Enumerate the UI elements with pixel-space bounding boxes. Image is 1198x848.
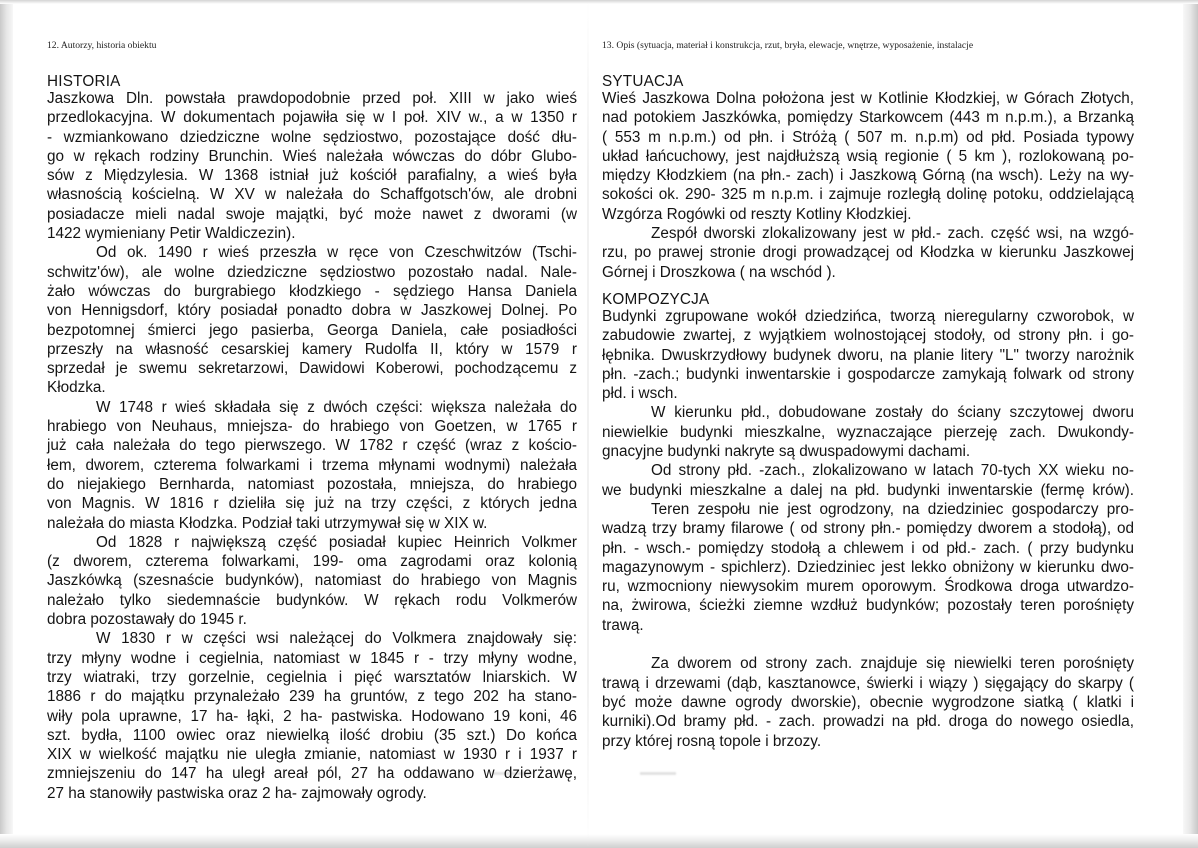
text-line: Budynki zgrupowane wokół dziedzińca, tworzą nieregularny czworobok, w [602, 308, 1134, 325]
text-line: von Hennigsdorf, który posiadał ponadto dobra w Jaszkowej Dolnej. Po [47, 302, 577, 320]
scan-edge-bottom [0, 834, 1198, 848]
section-title-historia: HISTORIA [47, 73, 121, 90]
text-line: należała do miasta Kłodzka. Podział taki utrzymywał się w XIX w. [47, 514, 488, 532]
text-line: magazynowym - spichlerz). Dziedziniec jest lekko obniżony w kierunku dwo- [602, 558, 1134, 576]
text-line: - wzmiankowano dziedziczne wolne sędziostwo, pozostające dość dłu- [47, 128, 577, 146]
text-line: szt. bydła, 1100 owiec oraz niewielką ilość drobiu (35 szt.) Do końca [47, 726, 577, 744]
center-fold [587, 0, 589, 848]
text-line: łem, dworem, czterema folwarkami i trzema młynami wodnymi) należała [47, 456, 577, 474]
text-line: przedlokacyjna. W dokumentach pojawiła się w I poł. XIV w., a w 1350 r [47, 109, 577, 127]
text-line: 1886 r do majątku przynależało 239 ha gruntów, z tego 202 ha stano- [47, 688, 577, 706]
text-line: przeszły na własność cesarskiej kamery Rudolfa II, który w 1579 r [47, 340, 577, 358]
text-line: sprzedał je swemu sekretarzowi, Dawidowi Koberowi, pochodzącemu z [47, 360, 577, 378]
text-line: Wzgórza Rogówki od reszty Kotliny Kłodzkiej. [602, 205, 912, 223]
sytuacja-text [602, 89, 1134, 282]
scan-smudge [640, 772, 676, 775]
text-line: być może dawne ogrody dworskie), obecnie wygrodzone siatką ( klatki i [602, 693, 1134, 711]
text-line: von Magnis. W 1816 r dzieliła się już na trzy części, z których jedna [47, 495, 577, 513]
page-header: 12. Autorzy, historia obiektu [47, 40, 157, 51]
text-line: kurniki).Od bramy płd. - zach. prowadzi na płd. droga do nowego osiedla, [602, 713, 1134, 731]
scan-edge-left [0, 0, 13, 848]
text-line: Górnej i Droszkowa ( na wschód ). [602, 263, 836, 281]
text-line: już cała należała do tego pierwszego. W 1782 r część (wraz z kościo- [47, 437, 577, 455]
text-line: żało wówczas do burgrabiego kłodzkiego - sędziego Hansa Daniela [47, 282, 577, 300]
text-line: schwitz'ów), ale wolne dziedziczne sędziostwo pozostało nadal. Nale- [47, 263, 577, 281]
text-line: rzu, po prawej stronie drogi prowadzącej od Kłodzka w kierunku Jaszkowej [602, 244, 1134, 262]
text-line: na, żwirowa, ścieżki ziemne wzdłuż budynków; pozostały teren porośnięty [602, 597, 1134, 615]
text-line: Wieś Jaszkowa Dolna położona jest w Kotlinie Kłodzkiej, w Górach Złotych, [602, 90, 1134, 107]
historia-text [47, 89, 577, 803]
text-line: należało tylko siedemnaście budynków. W rękach rodu Volkmerów [47, 591, 577, 609]
text-line: W kierunku płd., dobudowane zostały do ściany szczytowej dworu [651, 404, 1134, 422]
text-line: dobra pozostawały do 1945 r. [47, 611, 247, 629]
kompozycja-text [602, 307, 1134, 751]
text-line: go w rękach rodziny Brunchin. Wieś należała wówczas do dóbr Glubo- [47, 147, 577, 165]
text-line: nad potokiem Jaszkówka, pomiędzy Starkowcem (443 m n.p.m.), a Brzanką [602, 109, 1134, 127]
scan-edge-top [0, 0, 1198, 4]
text-line: zmniejszeniu do 147 ha uległ areał pól, 27 ha oddawano w dzierżawę, [47, 765, 577, 783]
scan-edge-right [1183, 0, 1198, 848]
text-line: układ łańcuchowy, jest najdłuższą wsią regionie ( 5 km ), rozlokowaną po- [602, 147, 1134, 165]
text-line: Od 1828 r największą część posiadał kupiec Heinrich Volkmer [96, 533, 577, 551]
text-line: płn. - wsch.- pomiędzy stodołą a chlewem i od płd.- zach. ( przy budynku [602, 539, 1134, 557]
text-line: trawą. [602, 616, 644, 634]
text-line: przy której rosną topole i brzozy. [602, 732, 822, 750]
text-line: hrabiego von Neuhaus, mniejsza- do hrabiego von Goetzen, w 1765 r [47, 418, 577, 436]
text-line: Jaszkowa Dln. powstała prawdopodobnie przed poł. XIII w jako wieś [47, 90, 577, 107]
text-line: Zespół dworski zlokalizowany jest w płd.- zach. część wsi, na wzgó- [651, 225, 1134, 243]
text-line: Jaszkówką (szesnaście budynków), natomiast do hrabiego von Magnis [47, 572, 577, 590]
text-line: gnacyjne budynki nakryte są dwuspadowymi dachami. [602, 443, 971, 461]
text-line: płn. -zach.; budynki inwentarskie i gospodarcze zamykają folwark od strony [602, 365, 1134, 383]
text-line: wiły pola uprawne, 17 ha- łąki, 2 ha- pastwiska. Hodowano 19 koni, 46 [47, 707, 577, 725]
text-line: 27 ha stanowiły pastwiska oraz 2 ha- zajmowały ogrody. [47, 784, 427, 802]
text-line: trawą i drzewami (dąb, kasztanowce, świerki i wiązy ) sięgający do skarpy ( [602, 674, 1134, 692]
text-line: we budynki mieszkalne a dalej na płd. budynki inwentarskie (fermę krów). [602, 481, 1134, 499]
text-line: posiadacze mieli nadal swoje majątki, być może nawet z dworami (w [47, 205, 577, 223]
text-line: ru, wzmocniony niewysokim murem oporowym. Środkowa droga utwardzo- [602, 578, 1134, 596]
text-line: sów z Międzylesia. W 1368 istniał już kościół parafialny, a wieś była [47, 167, 577, 185]
text-line: Za dworem od strony zach. znajduje się niewielki teren porośnięty [651, 655, 1134, 673]
text-line: sokości ok. 290- 325 m n.p.m. i zajmuje rozległą dolinę potoku, oddzielającą [602, 186, 1134, 204]
text-line: własnością kościelną. W XV w należała do Schaffgotsch'ów, ale drobni [47, 186, 577, 204]
text-line: między Kłodzkiem (na płn.- zach) i Jaszkową Górną (na wsch). Leży na wy- [602, 167, 1134, 185]
text-line: trzy młyny wodne i cegielnia, natomiast w 1845 r - trzy młyny wodne, [47, 649, 577, 667]
text-line: niewielkie budynki mieszkalne, wyznaczające pierzeję zach. Dwukondy- [602, 423, 1134, 441]
text-line: ( 553 m n.p.m.) od płn. i Stróżą ( 507 m. n.p.m) od płd. Posiada typowy [602, 128, 1134, 146]
text-line: łębnika. Dwuskrzydłowy budynek dworu, na planie litery "L" tworzy narożnik [602, 346, 1134, 364]
text-line: Kłodzka. [47, 379, 106, 397]
text-line: 1422 wymieniany Petir Waldiczezin). [47, 225, 296, 243]
page-header: 13. Opis (sytuacja, materiał i konstrukcja, rzut, bryła, elewacje, wnętrze, wyposażenie, instalacje [602, 40, 974, 51]
section-title-sytuacja: SYTUACJA [602, 73, 684, 90]
text-line: zabudowie zwartej, z wyjątkiem wolnostojącej stodoły, od strony płn. i go- [602, 327, 1134, 345]
text-line: do niejakiego Bernharda, natomiast pozostała, mniejsza, do hrabiego [47, 475, 577, 493]
text-line: bezpotomnej śmierci jego pasierba, Georga Daniela, całe posiadłości [47, 321, 577, 339]
text-line: W 1748 r wieś składała się z dwóch części: większa należała do [96, 398, 577, 416]
text-line: Od strony płd. -zach., zlokalizowano w latach 70-tych XX wieku no- [651, 462, 1134, 480]
text-line [602, 635, 1134, 654]
text-line: trzy wiatraki, trzy gorzelnie, cegielnia i pięć warsztatów lniarskich. W [47, 668, 577, 686]
text-line: W 1830 r w części wsi należącej do Volkmera znajdowały się: [96, 630, 577, 648]
text-line: wadzą trzy bramy filarowe ( od strony płn.- pomiędzy dworem a stodołą), od [602, 520, 1134, 538]
text-line: (z dworem, czterema folwarkami, 199- oma zagrodami oraz kolonią [47, 553, 577, 571]
section-title-kompozycja: KOMPOZYCJA [602, 291, 710, 308]
text-line: XIX w wielkość majątku nie uległa zmianie, natomiast w 1930 r i 1937 r [47, 746, 577, 764]
text-line: płd. i wsch. [602, 385, 678, 403]
text-line: Od ok. 1490 r wieś przeszła w ręce von Czeschwitzów (Tschi- [96, 244, 577, 262]
text-line: Teren zespołu nie jest ogrodzony, na dziedziniec gospodarczy pro- [651, 500, 1134, 518]
